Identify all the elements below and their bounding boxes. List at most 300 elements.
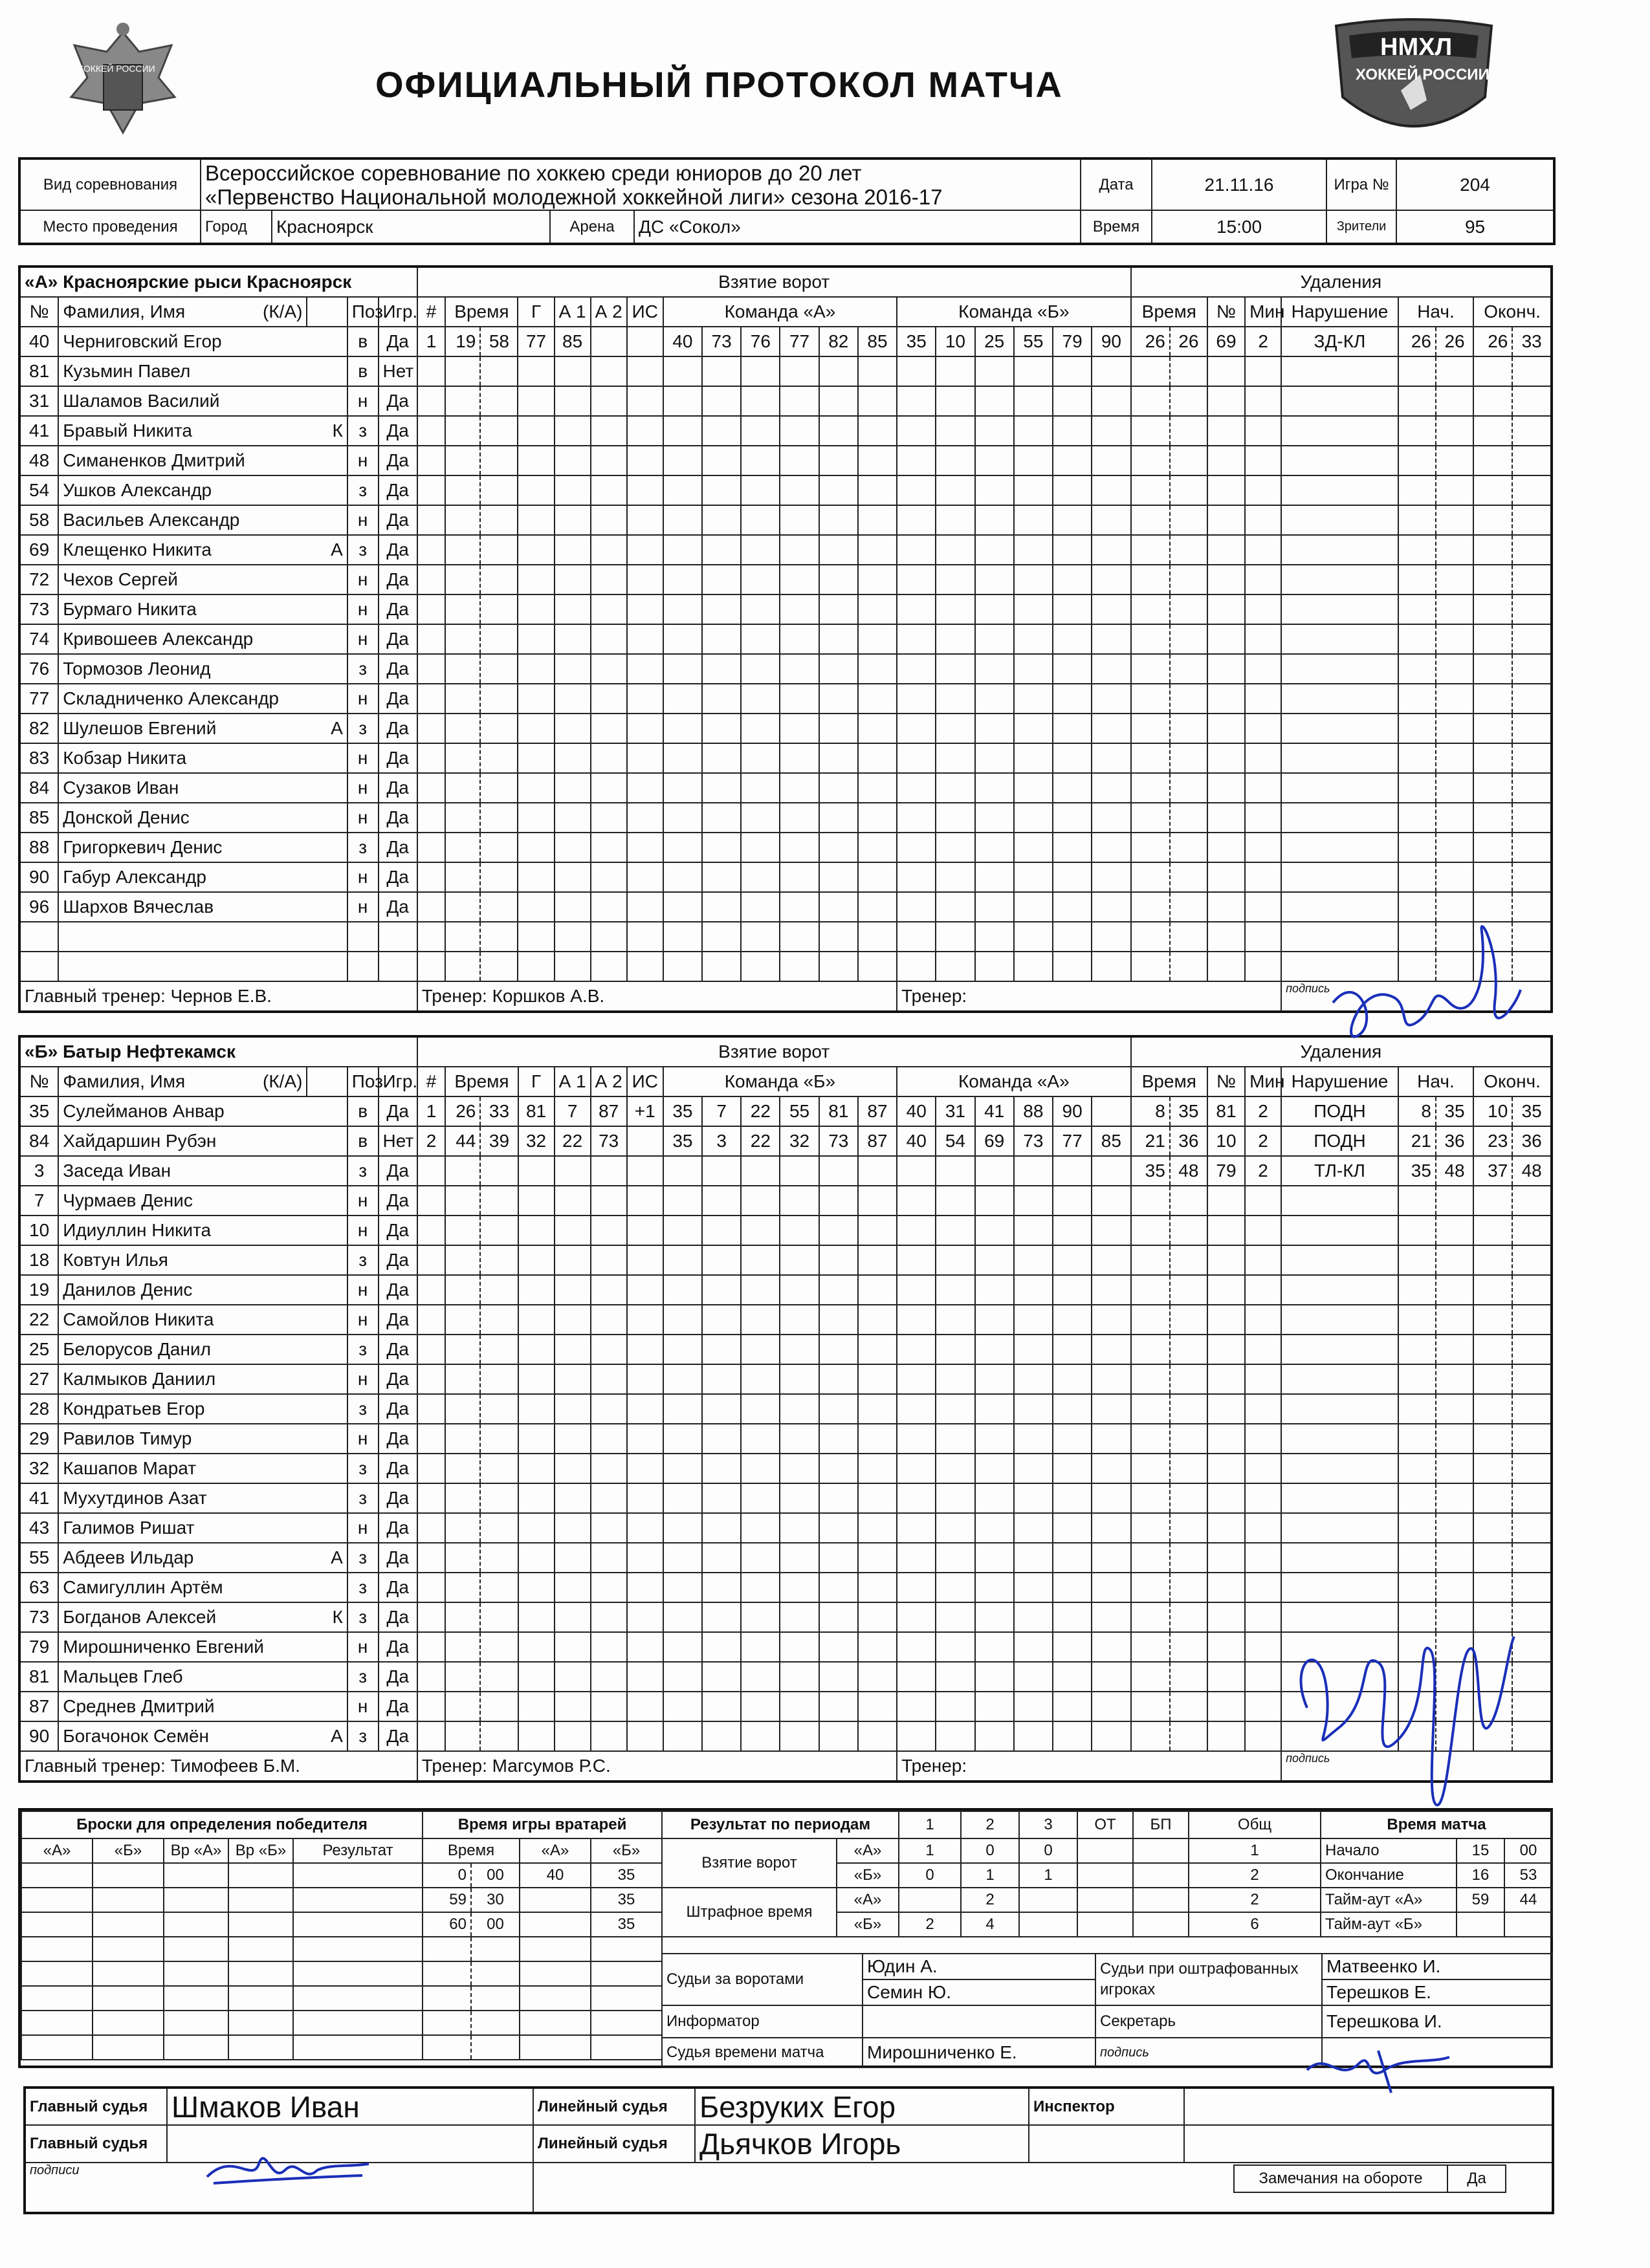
player-played: Да (379, 862, 417, 892)
goal-own-player: 32 (780, 1126, 819, 1156)
teamA-row (19, 386, 1552, 416)
player-name: Калмыков Даниил (63, 1369, 216, 1389)
periods-cell: 1 (1019, 1863, 1077, 1888)
player-name: Григоркевич Денис (63, 837, 223, 857)
goal-opp-player: 35 (897, 327, 936, 356)
teamB-col-goal-time: Время (445, 1067, 518, 1096)
player-position: в (347, 1126, 379, 1156)
player-number: 40 (19, 327, 58, 356)
player-name-cell (58, 1275, 347, 1305)
player-played: Да (379, 1394, 417, 1424)
periods-row-team: «Б» (837, 1863, 899, 1888)
player-played: Да (379, 1573, 417, 1602)
goal-second: 39 (480, 1126, 518, 1156)
teamB-col-pen-no: № (1207, 1067, 1245, 1096)
player-name: Идиуллин Никита (63, 1220, 212, 1240)
player-position: в (347, 327, 379, 356)
penalty-end-min: 37 (1473, 1156, 1512, 1186)
player-number: 41 (19, 1483, 58, 1513)
player-name: Самойлов Никита (63, 1309, 214, 1329)
player-name: Бравый Никита (63, 420, 192, 441)
player-name: Мирошниченко Евгений (63, 1637, 264, 1657)
goal-own-player: 40 (663, 327, 702, 356)
goal-own-player: 76 (741, 327, 780, 356)
teamA-row (19, 327, 1552, 356)
match-time-title: Время матча (1321, 1811, 1552, 1838)
penalty-judge-1: Матвеенко И. (1322, 1954, 1552, 1979)
player-position: н (347, 1513, 379, 1543)
goal-own-player: 77 (780, 327, 819, 356)
spectators-value: 95 (1396, 210, 1554, 244)
player-name-cell (58, 1573, 347, 1602)
player-number: 83 (19, 743, 58, 773)
goal-minute: 19 (445, 327, 480, 356)
player-name-cell (58, 1245, 347, 1275)
penalty-minute: 35 (1131, 1156, 1170, 1186)
teamA-row (19, 684, 1552, 714)
player-name-cell (58, 416, 347, 446)
player-position: н (347, 1275, 379, 1305)
player-name: Шулешов Евгений (63, 718, 217, 738)
player-name: Абдеев Ильдар (63, 1547, 194, 1567)
goal-own-player: 35 (663, 1126, 702, 1156)
player-position: н (347, 892, 379, 922)
player-number: 58 (19, 505, 58, 535)
goalie-col-time: Время (423, 1838, 520, 1863)
player-played: Да (379, 416, 417, 446)
player-played: Да (379, 1364, 417, 1394)
goalie-row-b: 35 (591, 1888, 662, 1912)
player-position: з (347, 1454, 379, 1483)
periods-row-team: «А» (837, 1888, 899, 1912)
player-position (347, 922, 379, 952)
player-position: з (347, 1721, 379, 1751)
teamB-row (19, 1394, 1552, 1424)
periods-cell (1077, 1912, 1133, 1937)
shootout-col-result: Результат (293, 1838, 423, 1863)
player-number: 88 (19, 833, 58, 862)
periods-cell: 4 (961, 1912, 1019, 1937)
player-position: н (347, 386, 379, 416)
player-name-cell (58, 1305, 347, 1335)
player-name-cell (58, 1513, 347, 1543)
penalty-end-sec: 35 (1512, 1096, 1552, 1126)
player-number: 90 (19, 862, 58, 892)
player-name-cell (58, 714, 347, 743)
teamA-col-name-text: Фамилия, Имя (63, 301, 186, 322)
goal-opp-player: 77 (1053, 1126, 1092, 1156)
player-name: Чехов Сергей (63, 569, 178, 589)
penalty-violation: ТЛ-КЛ (1281, 1156, 1398, 1186)
teamA-col-is: ИС (627, 297, 663, 327)
player-played: Да (379, 654, 417, 684)
player-name-cell (58, 833, 347, 862)
match-start-label: Начало (1321, 1838, 1457, 1863)
player-number: 69 (19, 535, 58, 565)
teamB-row (19, 1245, 1552, 1275)
player-position: н (347, 1692, 379, 1721)
player-captain-mark: К (332, 1607, 343, 1627)
goal-own-player: 73 (702, 327, 741, 356)
teamA-row (19, 475, 1552, 505)
competition-label: Вид соревнования (19, 158, 201, 210)
penalty-end-sec: 33 (1512, 327, 1552, 356)
goalie-col-b: «Б» (591, 1838, 662, 1863)
player-captain-mark: А (331, 1726, 343, 1746)
player-number: 81 (19, 1662, 58, 1692)
teamB-row (19, 1513, 1552, 1543)
teamA-col-num: № (19, 297, 58, 327)
player-position: н (347, 743, 379, 773)
penalty-violation: ПОДН (1281, 1126, 1398, 1156)
player-name-cell (58, 624, 347, 654)
player-played: Да (379, 624, 417, 654)
inspector-label: Инспектор (1029, 2088, 1184, 2125)
right-logo-title: НМХЛ (1380, 34, 1453, 61)
teamA-row (19, 862, 1552, 892)
player-position: н (347, 1364, 379, 1394)
shootout-col-a: «А» (21, 1838, 93, 1863)
goal-situation (627, 1126, 663, 1156)
teamA-col-pen-viol: Нарушение (1281, 297, 1398, 327)
penalty-end-sec: 48 (1512, 1156, 1552, 1186)
teamB-penalties-title: Удаления (1131, 1036, 1552, 1067)
player-name: Васильев Александр (63, 510, 240, 530)
goal-assist-2: 87 (591, 1096, 627, 1126)
goal-opp-player: 25 (975, 327, 1014, 356)
periods-cell: 0 (1019, 1838, 1077, 1863)
goal-opp-player: 69 (975, 1126, 1014, 1156)
goal-own-player: 87 (858, 1096, 897, 1126)
city-label: Город (201, 210, 272, 244)
penalty-end-min: 10 (1473, 1096, 1512, 1126)
teamB-row (19, 1305, 1552, 1335)
teamA-head-coach-name: Чернов Е.В. (170, 986, 272, 1006)
player-name: Данилов Денис (63, 1280, 193, 1300)
player-name: Ковтун Илья (63, 1250, 168, 1270)
timekeeper-name: Мирошниченко Е. (863, 2038, 1095, 2067)
player-number: 74 (19, 624, 58, 654)
player-position: з (347, 475, 379, 505)
teamB-row (19, 1543, 1552, 1573)
player-played: Да (379, 1543, 417, 1573)
teamA-col-a1: А 1 (555, 297, 591, 327)
player-position: з (347, 654, 379, 684)
player-position: з (347, 1156, 379, 1186)
teamA-head-coach (19, 981, 417, 1012)
goal-assist-1: 22 (555, 1126, 591, 1156)
goal-own-player: 55 (780, 1096, 819, 1126)
penalty-minute: 21 (1131, 1126, 1170, 1156)
player-number: 81 (19, 356, 58, 386)
player-played: Да (379, 1454, 417, 1483)
teamB-sign-label: подпись (1281, 1751, 1552, 1782)
teamA-coach2-label: Тренер: (901, 986, 967, 1006)
player-number: 82 (19, 714, 58, 743)
penalty-start-sec: 48 (1436, 1156, 1473, 1186)
teamA-col-pen-min: Мин (1245, 297, 1281, 327)
signature-referee (194, 2138, 375, 2196)
teamB-col-goal-no: # (417, 1067, 446, 1096)
teamB-col-a1: А 1 (555, 1067, 591, 1096)
teamA-coach-label: Тренер: (421, 986, 487, 1006)
teamA-sign-label: подпись (1281, 981, 1552, 1012)
periods-row-team: «А» (837, 1838, 899, 1863)
penalty-start-min: 8 (1398, 1096, 1436, 1126)
player-played: Да (379, 1602, 417, 1632)
secretary-label: Секретарь (1095, 2005, 1322, 2038)
player-position: н (347, 565, 379, 594)
periods-cell (899, 1888, 961, 1912)
player-played: Да (379, 1096, 417, 1126)
teamA-row (19, 505, 1552, 535)
periods-cell: 1 (899, 1838, 961, 1863)
player-played: Да (379, 1186, 417, 1216)
teamB-col-pos: Поз. (347, 1067, 379, 1096)
periods-cell (1133, 1912, 1189, 1937)
player-played: Да (379, 446, 417, 475)
penalty-minutes: 2 (1245, 327, 1281, 356)
player-name-cell (58, 475, 347, 505)
player-position: н (347, 1186, 379, 1216)
player-position: н (347, 505, 379, 535)
goal-opp-player: 10 (936, 327, 974, 356)
teamB-col-name (58, 1067, 307, 1096)
player-name-cell (58, 1186, 347, 1216)
linesman-label-2: Линейный судья (533, 2125, 695, 2163)
player-played: Да (379, 833, 417, 862)
goal-judge-2: Семин Ю. (863, 1979, 1095, 2005)
penalty-start-min: 21 (1398, 1126, 1436, 1156)
player-played: Да (379, 327, 417, 356)
goalie-row-sec: 00 (471, 1912, 520, 1937)
player-position: з (347, 1573, 379, 1602)
player-number: 87 (19, 1692, 58, 1721)
player-played: Нет (379, 356, 417, 386)
player-name-cell (58, 743, 347, 773)
player-name-cell (58, 1692, 347, 1721)
player-played: Да (379, 386, 417, 416)
teamA-row (19, 356, 1552, 386)
game-label: Игра № (1326, 158, 1396, 210)
teamA-row (19, 803, 1552, 833)
teamA-head-coach-label: Главный тренер: (25, 986, 166, 1006)
player-number: 79 (19, 1632, 58, 1662)
player-position: н (347, 1632, 379, 1662)
player-played: Да (379, 1721, 417, 1751)
player-name: Сузаков Иван (63, 778, 179, 798)
teamA-col-goal-no: # (417, 297, 446, 327)
player-played: Да (379, 1424, 417, 1454)
player-name-cell (58, 356, 347, 386)
goal-own-player: 3 (702, 1126, 741, 1156)
player-name: Тормозов Леонид (63, 659, 211, 679)
goalie-row-sec: 00 (471, 1863, 520, 1888)
player-played: Да (379, 1305, 417, 1335)
player-position: н (347, 624, 379, 654)
goal-own-player: 73 (819, 1126, 858, 1156)
penalty-player: 79 (1207, 1156, 1245, 1186)
player-position: н (347, 684, 379, 714)
match-time-table (1320, 1811, 1553, 1937)
player-name-cell (58, 327, 347, 356)
penalty-end-sec: 36 (1512, 1126, 1552, 1156)
teamA-row (19, 714, 1552, 743)
periods-cell: 0 (899, 1863, 961, 1888)
teamB-row (19, 1156, 1552, 1186)
goal-judges-label: Судьи за воротами (662, 1954, 863, 2005)
penalty-end-min: 26 (1473, 327, 1512, 356)
shootout-title: Броски для определения победителя (21, 1811, 423, 1838)
informer-label: Информатор (662, 2005, 863, 2038)
player-name-cell (58, 1483, 347, 1513)
goal-opp-player: 90 (1053, 1096, 1092, 1126)
competition-name (201, 158, 1081, 210)
teamA-col-pen-no: № (1207, 297, 1245, 327)
remarks-table (1233, 2164, 1506, 2193)
player-name: Богачонок Семён (63, 1726, 210, 1746)
teamA-coach (417, 981, 897, 1012)
venue-label: Место проведения (19, 210, 201, 244)
teamA-row (19, 446, 1552, 475)
goalie-row-b: 35 (591, 1912, 662, 1937)
goalie-time-table (422, 1811, 663, 2060)
signature-team-a (1320, 906, 1534, 1067)
teamB-col-pen-viol: Нарушение (1281, 1067, 1398, 1096)
player-number: 73 (19, 594, 58, 624)
teamA-col-pos: Поз. (347, 297, 379, 327)
teamB-coach2 (897, 1751, 1281, 1782)
player-name-cell (58, 535, 347, 565)
player-name-cell (58, 446, 347, 475)
teamB-col-pen-start: Нач. (1398, 1067, 1473, 1096)
shootout-col-time-a: Вр «А» (164, 1838, 228, 1863)
teamB-col-name-text: Фамилия, Имя (63, 1071, 186, 1091)
left-logo (61, 19, 184, 142)
player-position: з (347, 1662, 379, 1692)
teamB-col-played: Игр. (379, 1067, 417, 1096)
teamA-col-ka: (К/А) (263, 301, 303, 322)
game-value: 204 (1396, 158, 1554, 210)
player-played: Да (379, 1216, 417, 1245)
periods-cell: 0 (961, 1838, 1019, 1863)
player-name-cell (58, 1394, 347, 1424)
player-number: 19 (19, 1275, 58, 1305)
player-position: в (347, 356, 379, 386)
player-position: з (347, 1245, 379, 1275)
match-start-s: 00 (1504, 1838, 1552, 1863)
player-captain-mark: А (331, 718, 343, 738)
player-name: Мухутдинов Азат (63, 1488, 207, 1508)
periods-title: Результат по периодам (662, 1811, 899, 1838)
teamB-col-opp: Команда «А» (897, 1067, 1130, 1096)
timeout-a-label: Тайм-аут «А» (1321, 1888, 1457, 1912)
goal-situation: +1 (627, 1096, 663, 1126)
goal-opp-player: 40 (897, 1096, 936, 1126)
player-name: Бурмаго Никита (63, 599, 197, 619)
penalty-minute: 8 (1131, 1096, 1170, 1126)
goal-number: 1 (417, 1096, 446, 1126)
player-name: Мальцев Глеб (63, 1666, 183, 1686)
teamA-row (19, 535, 1552, 565)
teamA-col-played: Игр. (379, 297, 417, 327)
player-name-cell (58, 594, 347, 624)
player-played: Да (379, 594, 417, 624)
secretary-name: Терешкова И. (1322, 2005, 1552, 2038)
player-number: 84 (19, 1126, 58, 1156)
player-position: з (347, 1335, 379, 1364)
player-name: Богданов Алексей (63, 1607, 217, 1627)
player-played: Да (379, 803, 417, 833)
player-position: з (347, 1602, 379, 1632)
goalie-row-a (520, 1888, 591, 1912)
player-played: Да (379, 475, 417, 505)
city-value: Красноярск (272, 210, 550, 244)
teamA-col-own: Команда «А» (663, 297, 897, 327)
goal-own-player: 35 (663, 1096, 702, 1126)
player-name: Кобзар Никита (63, 748, 187, 768)
player-number: 84 (19, 773, 58, 803)
goalie-row-b: 35 (591, 1863, 662, 1888)
player-number: 48 (19, 446, 58, 475)
penalty-second: 35 (1170, 1096, 1207, 1126)
goal-scorer: 81 (518, 1096, 555, 1126)
teamA-row (19, 594, 1552, 624)
timeout-a-m: 59 (1457, 1888, 1504, 1912)
teamB-col-g: Г (518, 1067, 555, 1096)
penalty-minutes: 2 (1245, 1156, 1281, 1186)
goal-assist-2: 73 (591, 1126, 627, 1156)
player-name-cell (58, 803, 347, 833)
player-name: Шаламов Василий (63, 391, 220, 411)
info-table (18, 157, 1556, 245)
periods-cell: 6 (1189, 1912, 1321, 1937)
player-name-cell (58, 1454, 347, 1483)
teamA-col-goal-time: Время (445, 297, 518, 327)
goalie-col-a: «А» (520, 1838, 591, 1863)
player-played: Да (379, 1245, 417, 1275)
linesman-label-1: Линейный судья (533, 2088, 695, 2125)
left-logo-caption: ХОККЕЙ РОССИИ (78, 63, 155, 74)
periods-cell: 2 (1189, 1888, 1321, 1912)
periods-row-label: Взятие ворот (662, 1838, 837, 1888)
teamA-col-pen-time: Время (1131, 297, 1207, 327)
teamB-row (19, 1424, 1552, 1454)
period-col-2: 2 (961, 1811, 1019, 1838)
player-played: Да (379, 743, 417, 773)
teamB-col-own: Команда «Б» (663, 1067, 897, 1096)
goal-assist-1: 7 (555, 1096, 591, 1126)
competition-line2: «Первенство Национальной молодежной хоккейной лиги» сезона 2016-17 (205, 184, 943, 209)
player-number: 27 (19, 1364, 58, 1394)
player-name-cell (58, 654, 347, 684)
player-position: з (347, 1483, 379, 1513)
player-played: Да (379, 565, 417, 594)
player-number: 3 (19, 1156, 58, 1186)
player-position: н (347, 594, 379, 624)
teamA-coach-name: Коршков А.В. (492, 986, 605, 1006)
goal-opp-player: 73 (1014, 1126, 1053, 1156)
main-referee-label-2: Главный судья (25, 2125, 167, 2163)
player-number: 10 (19, 1216, 58, 1245)
player-name: Кривошеев Александр (63, 629, 254, 649)
penalty-end-min: 23 (1473, 1126, 1512, 1156)
goal-assist-2 (591, 327, 627, 356)
goal-opp-player: 79 (1053, 327, 1092, 356)
player-played: Да (379, 535, 417, 565)
goal-opp-player (1092, 1096, 1130, 1126)
period-col-total: Общ (1189, 1811, 1321, 1838)
